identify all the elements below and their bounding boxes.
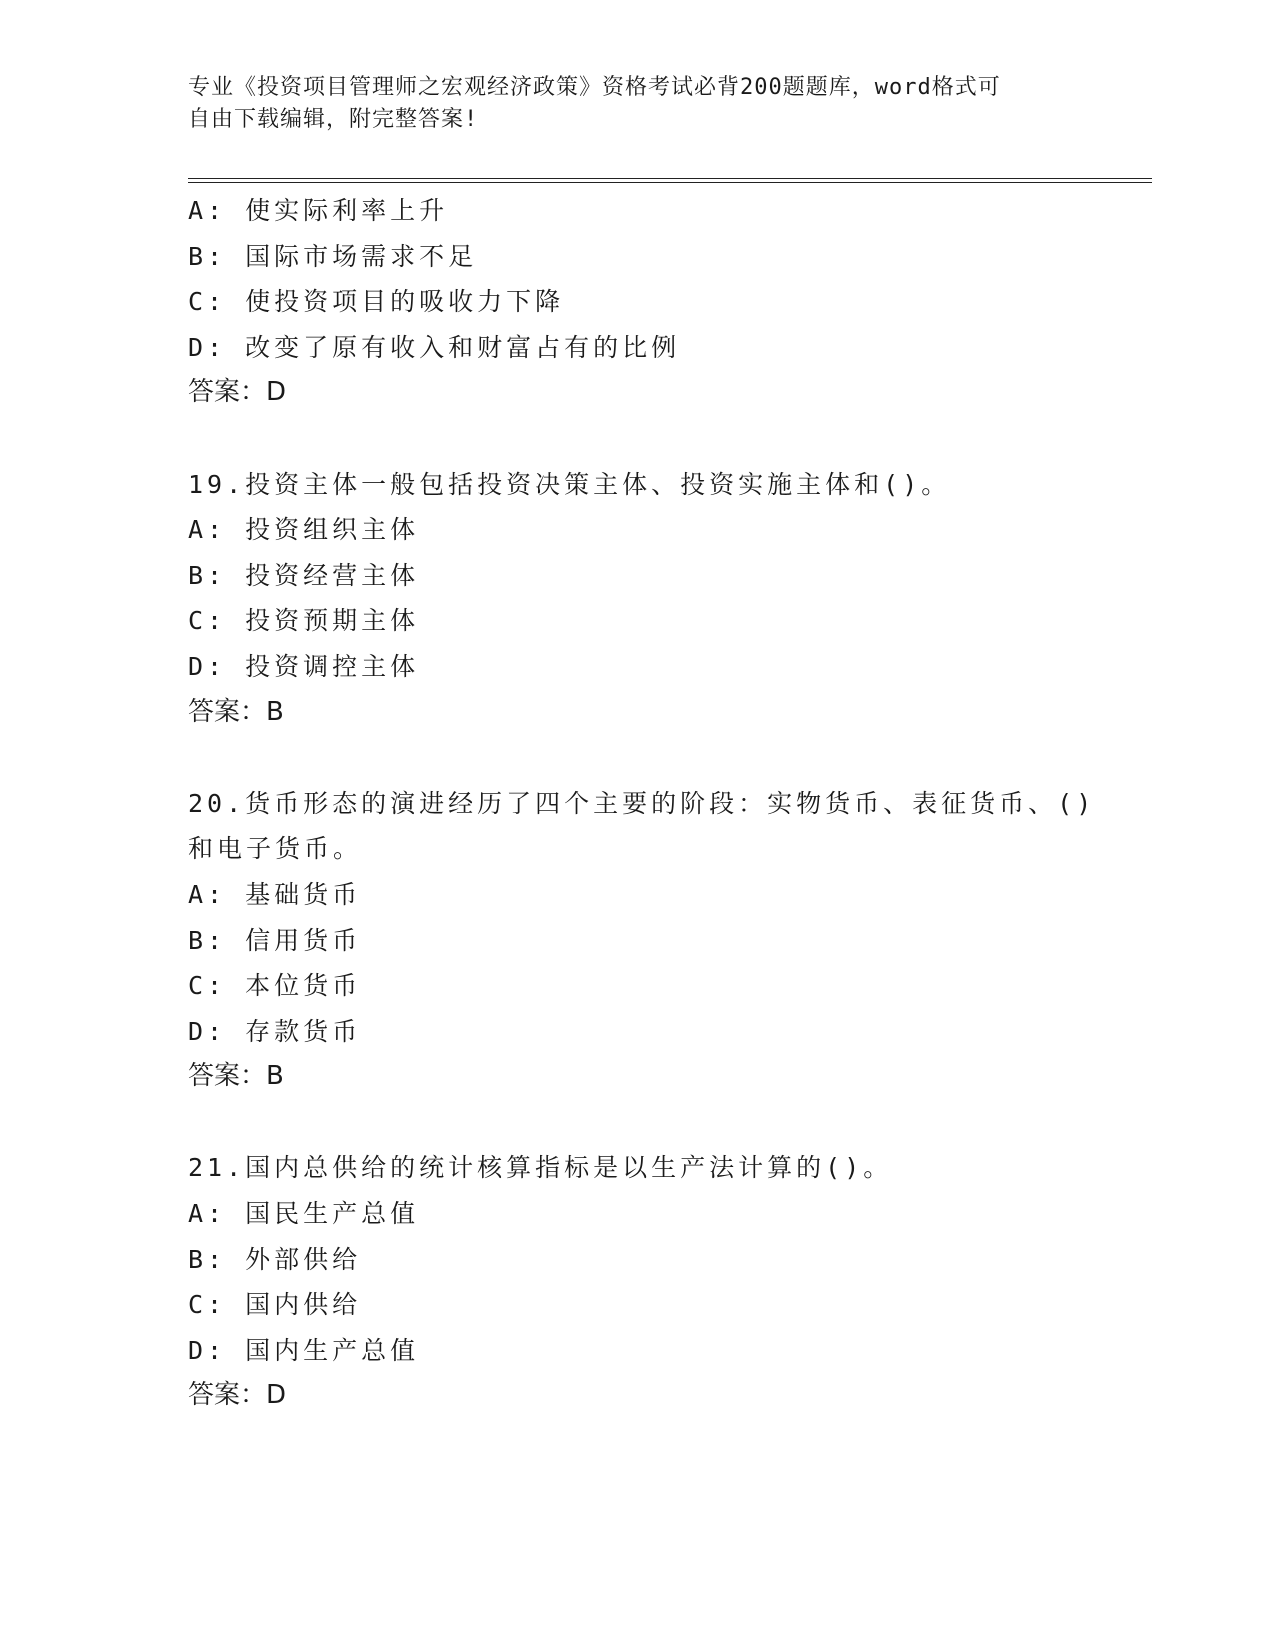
question-20 [188, 781, 1152, 1100]
question-19 [188, 462, 1152, 736]
spacer [188, 1100, 1152, 1146]
question-text-line-1: 20.货币形态的演进经历了四个主要的阶段：实物货币、表征货币、() [188, 788, 1096, 818]
question-21 [188, 1145, 1152, 1419]
question-18 [188, 188, 1152, 416]
option-a: A: 基础货币 [188, 879, 362, 909]
answer: 答案：D [188, 377, 287, 408]
option-d: D: 存款货币 [188, 1016, 362, 1046]
option-b: B: 信用货币 [188, 925, 362, 955]
option-c: C: 投资预期主体 [188, 606, 420, 636]
question-text: 21.国内总供给的统计核算指标是以生产法计算的()。 [188, 1153, 893, 1183]
header-title-line-1: 专业《投资项目管理师之宏观经济政策》资格考试必背200题题库，word格式可 [188, 75, 1001, 100]
answer: 答案：D [188, 1380, 287, 1411]
option-c: C: 本位货币 [188, 971, 362, 1001]
question-text-line-2: 和电子货币。 [188, 834, 363, 864]
option-c: C: 国内供给 [188, 1290, 362, 1320]
option-b: B: 国际市场需求不足 [188, 241, 478, 271]
option-b: B: 投资经营主体 [188, 560, 420, 590]
option-b: B: 外部供给 [188, 1244, 362, 1274]
option-a: A: 投资组织主体 [188, 515, 420, 545]
option-c: C: 使投资项目的吸收力下降 [188, 287, 565, 317]
spacer [188, 735, 1152, 781]
option-d: D: 国内生产总值 [188, 1335, 420, 1365]
question-list [188, 188, 1152, 1419]
option-d: D: 改变了原有收入和财富占有的比例 [188, 332, 681, 362]
document-header [188, 72, 1088, 136]
answer: 答案：B [188, 1061, 284, 1092]
header-double-rule [188, 178, 1152, 183]
header-title-line-2: 自由下载编辑，附完整答案! [188, 107, 479, 132]
option-d: D: 投资调控主体 [188, 651, 420, 681]
spacer [188, 416, 1152, 462]
answer: 答案：B [188, 696, 284, 727]
option-a: A: 使实际利率上升 [188, 196, 449, 225]
question-text: 19.投资主体一般包括投资决策主体、投资实施主体和()。 [188, 469, 951, 499]
option-a: A: 国民生产总值 [188, 1199, 420, 1229]
